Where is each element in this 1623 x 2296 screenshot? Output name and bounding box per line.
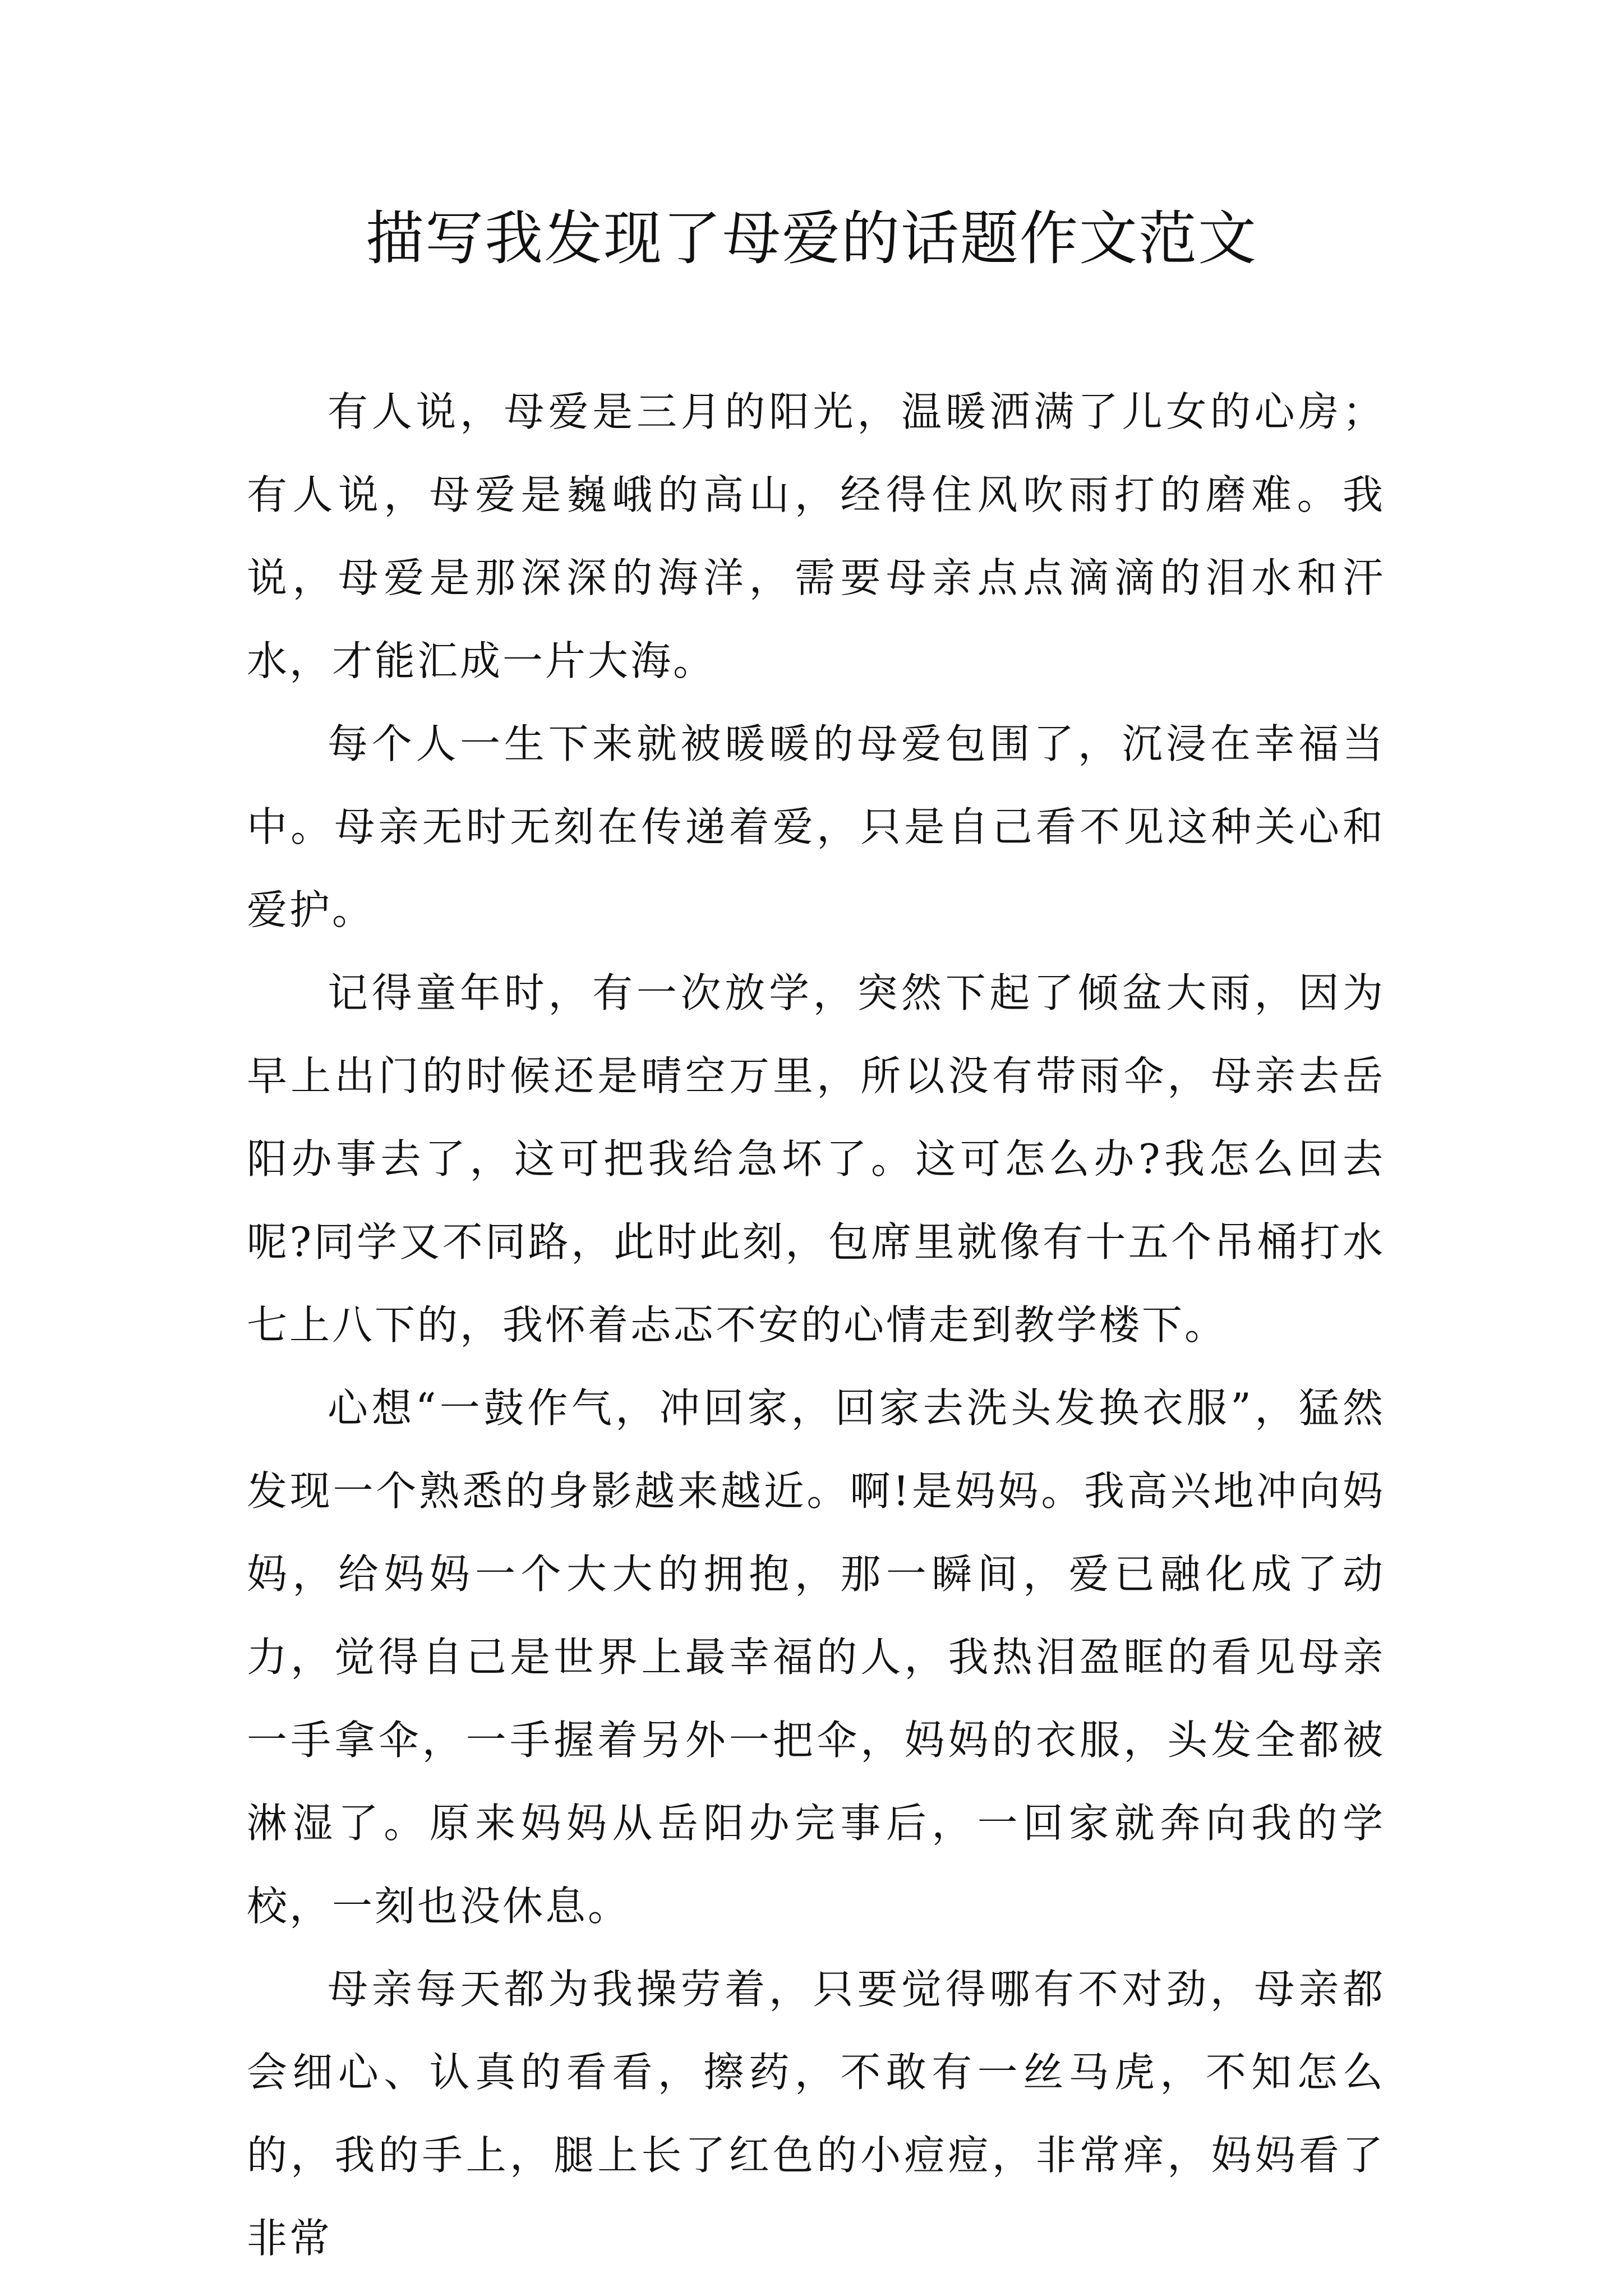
- document-title: 描写我发现了母爱的话题作文范文: [365, 204, 1257, 273]
- paragraph-2: 每个人一生下来就被暖暖的母爱包围了，沉浸在幸福当中。母亲无时无刻在传递着爱，只是自己看不见这种关心和爱护。: [247, 720, 1385, 933]
- paragraph-4: 心想“一鼓作气，冲回家，回家去洗头发换衣服”，猛然发现一个熟悉的身影越来越近。啊!是妈妈。我高兴地冲向妈妈，给妈妈一个大大的拥抱，那一瞬间，爱已融化成了动力，觉得自己是世界上最幸福的人，我热泪盈眶的看见母亲一手拿伞，一手握着另外一把伞，妈妈的衣服，头发全都被淋湿了。原来妈妈从岳阳办完事后，一回家就奔向我的学校，一刻也没休息。: [247, 1384, 1385, 1930]
- paragraph-5: 母亲每天都为我操劳着，只要觉得哪有不对劲，母亲都会细心、认真的看看，擦药，不敢有一丝马虎，不知怎么的，我的手上，腿上长了红色的小痘痘，非常痒，妈妈看了非常: [247, 1966, 1385, 2262]
- document-body: [247, 370, 1385, 2280]
- paragraph-1: 有人说，母爱是三月的阳光，温暖洒满了儿女的心房；有人说，母爱是巍峨的高山，经得住风吹雨打的磨难。我说，母爱是那深深的海洋，需要母亲点点滴滴的泪水和汗水，才能汇成一片大海。: [247, 388, 1385, 684]
- paragraph-3: 记得童年时，有一次放学，突然下起了倾盆大雨，因为早上出门的时候还是晴空万里，所以没有带雨伞，母亲去岳阳办事去了，这可把我给急坏了。这可怎么办?我怎么回去呢?同学又不同路，此时此刻，包席里就像有十五个吊桶打水七上八下的，我怀着忐忑不安的心情走到教学楼下。: [247, 969, 1385, 1349]
